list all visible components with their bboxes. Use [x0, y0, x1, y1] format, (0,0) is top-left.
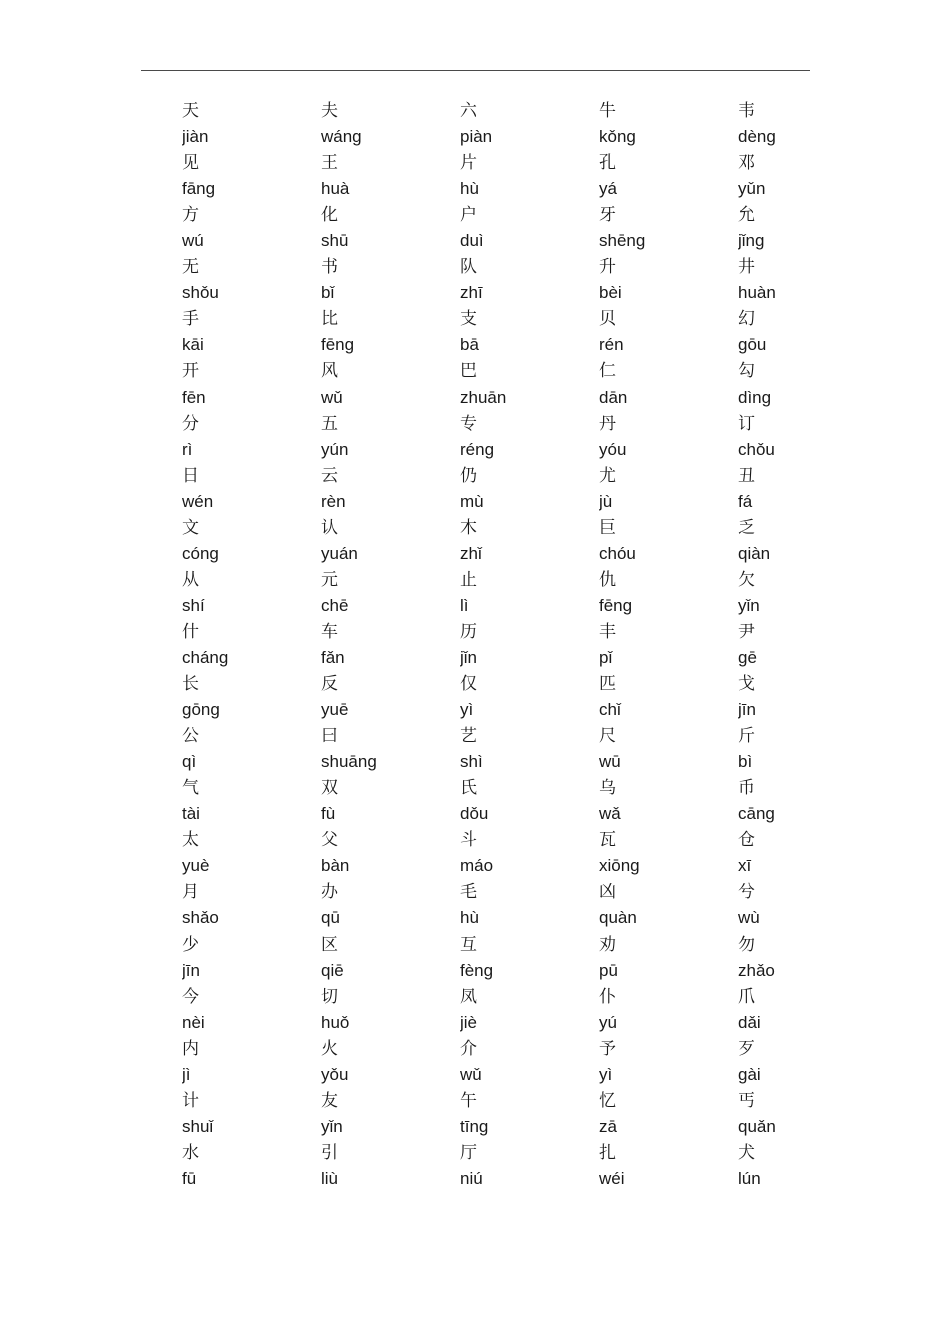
pinyin-cell: zhǎo: [738, 960, 775, 980]
pinyin-cell: fū: [182, 1168, 197, 1188]
hanzi-cell: 韦: [738, 101, 755, 121]
pinyin-cell: shuǐ: [182, 1116, 214, 1136]
hanzi-cell: 夫: [321, 101, 338, 121]
hanzi-cell: 历: [460, 621, 477, 642]
hanzi-cell: 巨: [599, 517, 616, 538]
hanzi-cell: 片: [460, 153, 477, 174]
hanzi-cell: 今: [182, 986, 199, 1007]
pinyin-cell: yóu: [599, 439, 627, 459]
hanzi-cell: 仅: [460, 674, 477, 695]
pinyin-cell: zhuān: [460, 387, 507, 407]
hanzi-cell: 斗: [460, 830, 477, 851]
hanzi-cell: 艺: [460, 726, 477, 747]
hanzi-cell: 仓: [738, 830, 755, 851]
pinyin-cell: dìng: [738, 387, 772, 407]
hanzi-cell: 友: [321, 1090, 338, 1111]
pinyin-cell: tīng: [460, 1116, 489, 1136]
hanzi-cell: 车: [321, 621, 338, 642]
pinyin-cell: jīn: [182, 960, 200, 980]
pinyin-cell: shì: [460, 752, 483, 772]
pinyin-cell: rì: [182, 439, 193, 459]
hanzi-cell: 牛: [599, 101, 616, 121]
pinyin-cell: cāng: [738, 804, 775, 824]
pinyin-cell: yǒu: [321, 1064, 349, 1084]
hanzi-cell: 书: [321, 257, 338, 278]
hanzi-cell: 引: [321, 1142, 338, 1163]
pinyin-cell: wǔ: [460, 1064, 482, 1084]
hanzi-cell: 忆: [599, 1090, 616, 1111]
hanzi-cell: 邓: [738, 153, 755, 174]
pinyin-cell: wén: [182, 491, 214, 511]
pinyin-cell: huàn: [738, 283, 776, 303]
hanzi-cell: 井: [738, 257, 755, 278]
pinyin-cell: rén: [599, 335, 624, 355]
character-pinyin-table: [182, 98, 822, 1192]
pinyin-cell: chǐ: [599, 700, 621, 720]
hanzi-cell: 风: [321, 361, 338, 382]
pinyin-cell: bàn: [321, 856, 350, 876]
pinyin-cell: fèng: [460, 960, 494, 980]
pinyin-cell: wù: [738, 908, 760, 928]
hanzi-cell: 允: [738, 205, 755, 226]
pinyin-cell: gōu: [738, 335, 767, 355]
pinyin-cell: chē: [321, 595, 349, 615]
pinyin-cell: xī: [738, 856, 752, 876]
pinyin-cell: jì: [182, 1064, 191, 1084]
hanzi-cell: 无: [182, 257, 199, 278]
pinyin-cell: jiàn: [182, 127, 209, 147]
pinyin-cell: huà: [321, 179, 350, 199]
hanzi-cell: 公: [182, 726, 199, 747]
hanzi-cell: 太: [182, 830, 199, 851]
hanzi-cell: 凤: [460, 986, 477, 1007]
hanzi-cell: 从: [182, 569, 199, 590]
hanzi-cell: 瓦: [599, 830, 616, 851]
hanzi-cell: 父: [321, 830, 338, 851]
hanzi-cell: 兮: [738, 882, 755, 903]
hanzi-cell: 比: [321, 309, 338, 330]
hanzi-cell: 仆: [599, 986, 616, 1007]
hanzi-cell: 队: [460, 257, 477, 278]
hanzi-cell: 牙: [599, 205, 616, 226]
pinyin-cell: quàn: [599, 908, 637, 928]
pinyin-cell: yǔn: [738, 179, 766, 199]
pinyin-cell: zā: [599, 1116, 617, 1136]
hanzi-cell: 尤: [599, 465, 616, 486]
pinyin-cell: yǐn: [738, 595, 760, 615]
pinyin-cell: réng: [460, 439, 495, 459]
pinyin-cell: wǎ: [599, 804, 621, 824]
hanzi-cell: 六: [460, 101, 477, 121]
pinyin-cell: shǎo: [182, 908, 219, 928]
pinyin-cell: jù: [599, 491, 613, 511]
pinyin-cell: kǒng: [599, 127, 636, 147]
pinyin-cell: wéi: [599, 1168, 625, 1188]
pinyin-cell: jīn: [738, 700, 756, 720]
hanzi-cell: 戈: [738, 674, 755, 695]
hanzi-cell: 丑: [738, 465, 755, 486]
pinyin-cell: máo: [460, 856, 494, 876]
pinyin-cell: xiōng: [599, 856, 640, 876]
hanzi-cell: 予: [599, 1038, 616, 1059]
pinyin-cell: fēn: [182, 387, 206, 407]
pinyin-cell: bā: [460, 335, 479, 355]
pinyin-cell: dān: [599, 387, 628, 407]
hanzi-cell: 化: [321, 205, 338, 226]
pinyin-cell: tài: [182, 804, 200, 824]
pinyin-cell: pū: [599, 960, 618, 980]
hanzi-cell: 办: [321, 882, 338, 903]
hanzi-cell: 斤: [738, 726, 755, 747]
pinyin-cell: wǔ: [321, 387, 343, 407]
hanzi-cell: 勿: [738, 934, 755, 955]
hanzi-cell: 犬: [738, 1142, 755, 1163]
hanzi-cell: 专: [460, 413, 477, 434]
pinyin-cell: fāng: [182, 179, 216, 199]
pinyin-cell: yì: [460, 700, 474, 720]
hanzi-cell: 认: [321, 517, 338, 538]
hanzi-cell: 欠: [738, 569, 755, 590]
hanzi-cell: 止: [460, 569, 477, 590]
pinyin-cell: wū: [599, 752, 621, 772]
pinyin-cell: shuāng: [321, 752, 377, 772]
hanzi-cell: 丐: [738, 1090, 755, 1111]
pinyin-cell: shí: [182, 595, 205, 615]
pinyin-cell: zhī: [460, 283, 483, 303]
hanzi-cell: 云: [321, 465, 338, 486]
pinyin-cell: yuán: [321, 543, 358, 563]
pinyin-cell: hù: [460, 908, 479, 928]
hanzi-cell: 日: [182, 465, 199, 486]
hanzi-cell: 内: [182, 1038, 199, 1059]
pinyin-cell: yún: [321, 439, 349, 459]
pinyin-cell: shū: [321, 231, 349, 251]
hanzi-cell: 水: [182, 1142, 199, 1163]
hanzi-cell: 孔: [599, 153, 616, 174]
pinyin-cell: wú: [182, 231, 204, 251]
hanzi-cell: 方: [182, 205, 199, 226]
hanzi-cell: 计: [182, 1090, 199, 1111]
pinyin-cell: yá: [599, 179, 617, 199]
pinyin-cell: chǒu: [738, 439, 775, 459]
pinyin-cell: jǐn: [460, 647, 478, 667]
pinyin-cell: fēng: [321, 335, 355, 355]
pinyin-cell: rèn: [321, 491, 346, 511]
hanzi-cell: 气: [182, 778, 199, 799]
pinyin-cell: yì: [599, 1064, 613, 1084]
hanzi-cell: 见: [182, 153, 199, 174]
hanzi-cell: 午: [460, 1090, 477, 1111]
hanzi-cell: 订: [738, 413, 755, 434]
hanzi-cell: 毛: [460, 882, 477, 903]
hanzi-cell: 币: [738, 778, 755, 799]
pinyin-cell: qiē: [321, 960, 344, 980]
hanzi-cell: 分: [182, 413, 199, 434]
hanzi-cell: 文: [182, 517, 199, 538]
hanzi-cell: 扎: [599, 1142, 616, 1163]
pinyin-cell: jiè: [460, 1012, 478, 1032]
hanzi-cell: 幻: [738, 309, 755, 330]
hanzi-cell: 匹: [599, 674, 616, 695]
hanzi-cell: 支: [460, 309, 477, 330]
hanzi-cell: 月: [182, 882, 199, 903]
header-rule: [141, 70, 810, 71]
hanzi-cell: 火: [321, 1038, 338, 1059]
hanzi-cell: 什: [182, 621, 199, 642]
hanzi-cell: 区: [321, 934, 338, 955]
hanzi-cell: 勾: [738, 361, 755, 382]
hanzi-cell: 丰: [599, 621, 616, 642]
pinyin-cell: shēng: [599, 231, 646, 251]
hanzi-cell: 反: [321, 674, 338, 695]
hanzi-cell: 丹: [599, 413, 616, 434]
pinyin-cell: gài: [738, 1064, 761, 1084]
hanzi-cell: 王: [321, 153, 338, 174]
pinyin-cell: hù: [460, 179, 479, 199]
pinyin-cell: yuē: [321, 700, 349, 720]
hanzi-cell: 乌: [599, 778, 616, 799]
pinyin-cell: lì: [460, 595, 469, 615]
pinyin-cell: fēng: [599, 595, 633, 615]
hanzi-cell: 介: [460, 1038, 477, 1059]
pinyin-cell: qì: [182, 752, 197, 772]
pinyin-cell: kāi: [182, 335, 204, 355]
hanzi-cell: 仁: [599, 361, 616, 382]
hanzi-cell: 氏: [460, 778, 477, 799]
pinyin-cell: wáng: [321, 127, 362, 147]
pinyin-cell: cháng: [182, 647, 229, 667]
hanzi-cell: 厅: [460, 1142, 477, 1163]
pinyin-cell: shǒu: [182, 283, 219, 303]
hanzi-cell: 乏: [738, 517, 755, 538]
hanzi-cell: 仇: [599, 569, 616, 590]
hanzi-cell: 少: [182, 934, 199, 955]
pinyin-cell: gōng: [182, 700, 220, 720]
pinyin-cell: duì: [460, 231, 484, 251]
pinyin-cell: niú: [460, 1168, 483, 1188]
pinyin-cell: fǎn: [321, 647, 345, 667]
hanzi-cell: 尹: [738, 621, 755, 642]
hanzi-cell: 劝: [599, 934, 616, 955]
pinyin-cell: quǎn: [738, 1116, 776, 1136]
hanzi-cell: 曰: [321, 726, 338, 747]
pinyin-cell: piàn: [460, 127, 493, 147]
pinyin-cell: dǎi: [738, 1012, 761, 1032]
hanzi-cell: 元: [321, 569, 338, 590]
hanzi-cell: 长: [182, 674, 199, 695]
hanzi-cell: 切: [321, 986, 338, 1007]
pinyin-cell: pǐ: [599, 647, 613, 667]
pinyin-cell: qiàn: [738, 543, 771, 563]
pinyin-cell: yú: [599, 1012, 617, 1032]
hanzi-cell: 双: [321, 778, 338, 799]
pinyin-cell: bèi: [599, 283, 622, 303]
pinyin-cell: bǐ: [321, 283, 335, 303]
pinyin-cell: dèng: [738, 127, 776, 147]
pinyin-cell: jǐng: [738, 231, 765, 251]
pinyin-cell: mù: [460, 491, 484, 511]
pinyin-cell: bì: [738, 752, 753, 772]
pinyin-cell: yuè: [182, 856, 210, 876]
hanzi-cell: 凶: [599, 882, 616, 903]
pinyin-cell: fá: [738, 491, 753, 511]
hanzi-cell: 户: [460, 205, 477, 226]
hanzi-cell: 互: [460, 934, 477, 955]
hanzi-cell: 五: [321, 413, 338, 434]
hanzi-cell: 手: [182, 309, 199, 330]
pinyin-cell: huǒ: [321, 1012, 350, 1032]
hanzi-cell: 天: [182, 101, 199, 121]
pinyin-cell: yǐn: [321, 1116, 343, 1136]
pinyin-cell: fù: [321, 804, 336, 824]
hanzi-cell: 木: [460, 517, 477, 538]
hanzi-cell: 升: [599, 257, 616, 278]
pinyin-cell: chóu: [599, 543, 636, 563]
hanzi-cell: 仍: [460, 465, 477, 486]
hanzi-cell: 巴: [460, 361, 477, 382]
pinyin-cell: cóng: [182, 543, 219, 563]
hanzi-cell: 歹: [738, 1038, 755, 1059]
hanzi-cell: 开: [182, 361, 199, 382]
hanzi-cell: 尺: [599, 726, 616, 747]
pinyin-cell: lún: [738, 1168, 761, 1188]
pinyin-cell: dǒu: [460, 804, 489, 824]
hanzi-cell: 贝: [599, 309, 616, 330]
hanzi-cell: 爪: [738, 986, 755, 1007]
pinyin-cell: zhǐ: [460, 543, 482, 563]
pinyin-cell: gē: [738, 647, 757, 667]
pinyin-cell: nèi: [182, 1012, 205, 1032]
pinyin-cell: qū: [321, 908, 340, 928]
pinyin-cell: liù: [321, 1168, 339, 1188]
